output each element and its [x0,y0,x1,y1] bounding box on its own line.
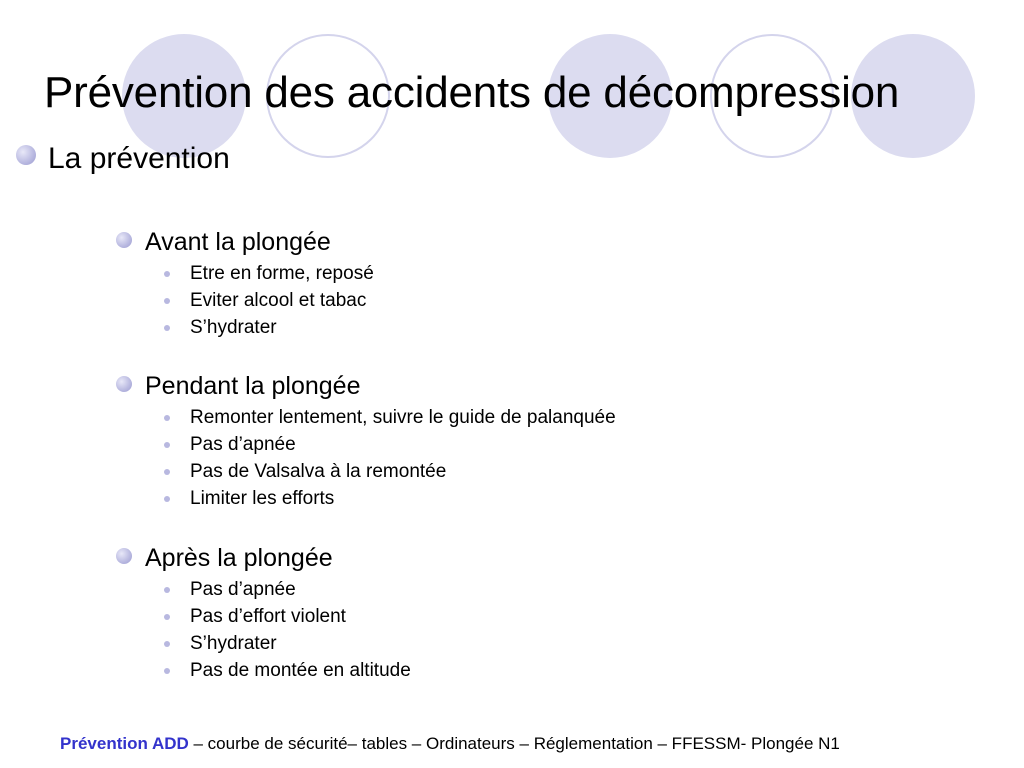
sub-bullet-icon [164,298,170,304]
sub-bullet-icon [164,641,170,647]
list-item: S’hydrater [164,630,411,657]
main-bullet-text: La prévention [48,142,230,175]
sub-bullet-icon [164,587,170,593]
list-item: Limiter les efforts [164,485,616,512]
sub-bullet-icon [164,668,170,674]
slide-footer [60,734,840,754]
bullet-icon [116,376,132,392]
slide-title: Prévention des accidents de décompression [44,68,900,117]
section-heading [116,371,616,401]
bullet-icon [16,145,36,165]
sub-bullet-icon [164,614,170,620]
sub-bullet-icon [164,415,170,421]
section-heading-text: Pendant la plongée [145,372,361,400]
section-pendant [116,371,616,512]
sub-list [116,260,374,341]
main-bullet [16,142,230,176]
list-item: Pas d’effort violent [164,603,411,630]
section-heading [116,227,374,257]
list-item: Pas d’apnée [164,431,616,458]
list-item: Pas de montée en altitude [164,657,411,684]
footer-text: – courbe de sécurité– tables – Ordinateurs – Réglementation – FFESSM- Plongée N1 [188,734,840,753]
section-heading-text: Après la plongée [145,544,333,572]
sub-bullet-icon [164,469,170,475]
list-item: Pas de Valsalva à la remontée [164,458,616,485]
footer-highlight: Prévention ADD [60,734,189,753]
sub-bullet-icon [164,496,170,502]
list-item: Pas d’apnée [164,576,411,603]
list-item: S’hydrater [164,314,374,341]
bullet-icon [116,548,132,564]
list-item: Etre en forme, reposé [164,260,374,287]
section-heading-text: Avant la plongée [145,228,331,256]
list-item: Eviter alcool et tabac [164,287,374,314]
sub-list [116,404,616,512]
bullet-icon [116,232,132,248]
sub-bullet-icon [164,271,170,277]
sub-list [116,576,411,684]
sub-bullet-icon [164,325,170,331]
section-avant [116,227,374,341]
list-item: Remonter lentement, suivre le guide de palanquée [164,404,616,431]
section-apres [116,543,411,684]
sub-bullet-icon [164,442,170,448]
section-heading [116,543,411,573]
